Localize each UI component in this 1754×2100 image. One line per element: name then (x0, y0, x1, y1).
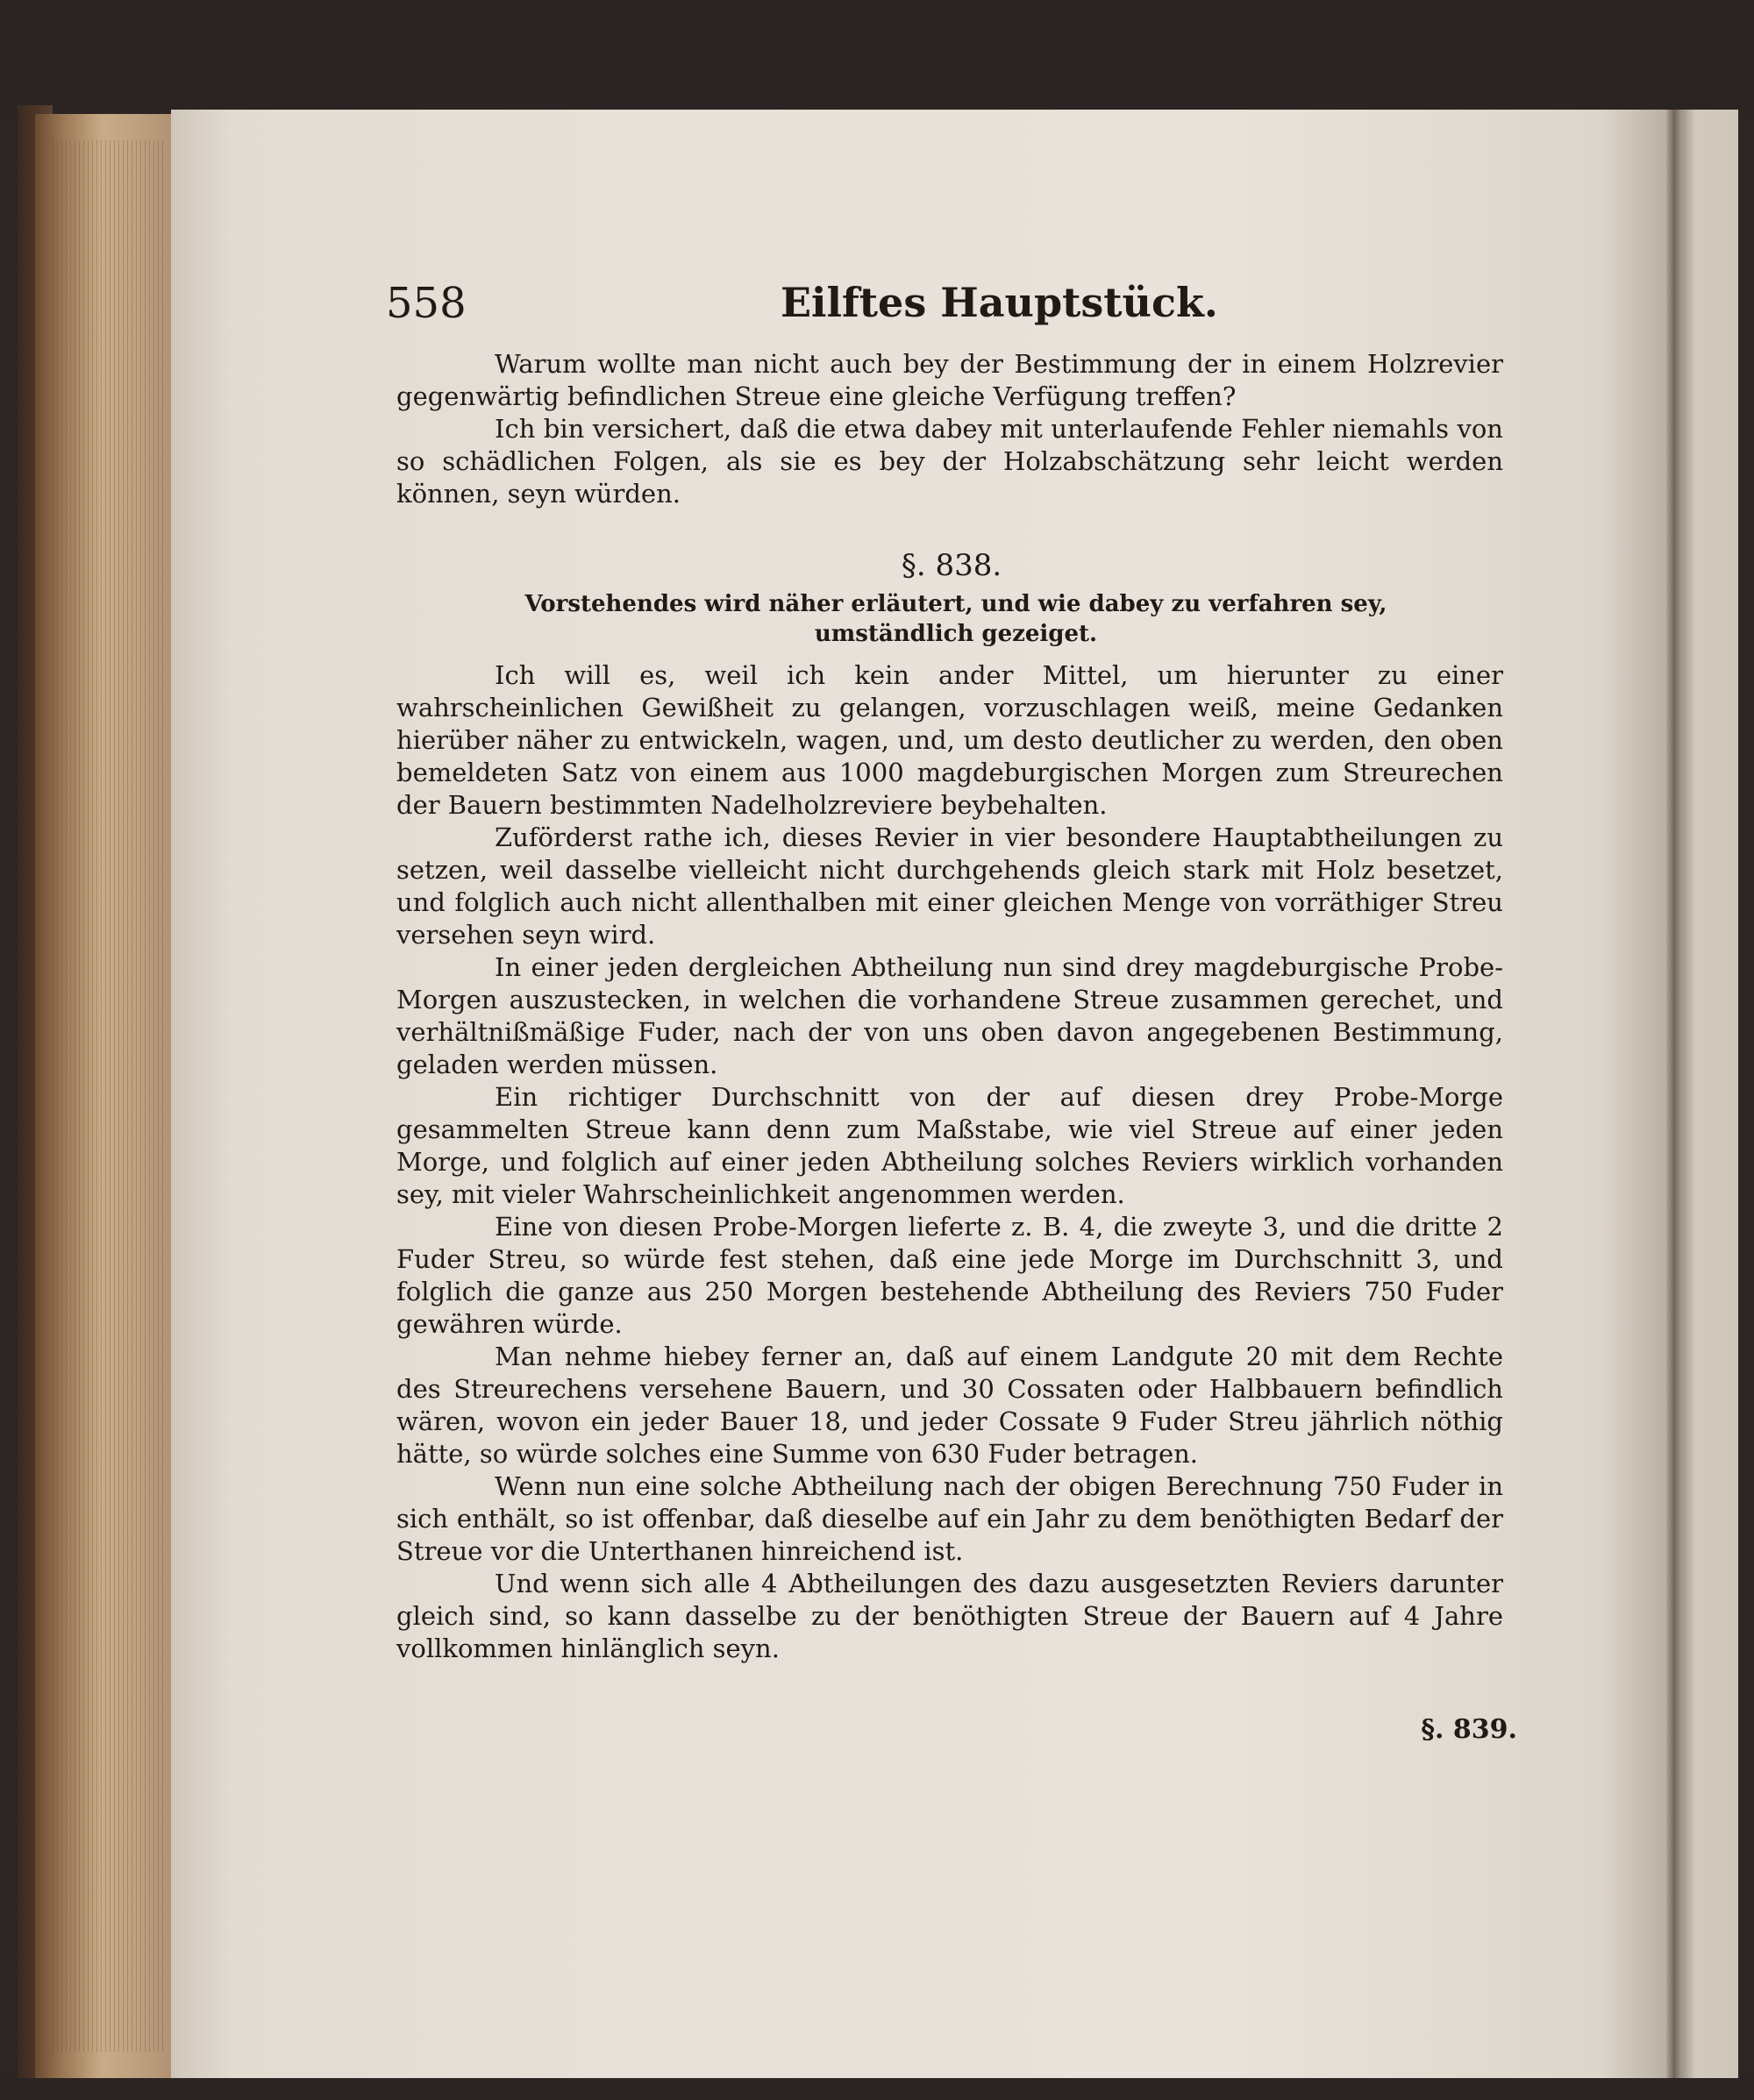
section-paragraph: Und wenn sich alle 4 Abtheilungen des dazu ausgesetzten Reviers darunter gleich sind, so kann dasselbe zu der benöthigten Streue der Bauern auf 4 Jahre vollkommen hinlänglich seyn. (396, 1569, 1503, 1663)
section-title: Vorstehendes wird näher erläutert, und wie dabey zu verfahren sey, umständlich gezeiget. (524, 591, 1387, 647)
section-number: §. 838. (901, 548, 1002, 583)
section-text (396, 659, 1503, 1665)
book-gutter (1666, 110, 1682, 2082)
section-paragraph: Eine von diesen Probe-Morgen lieferte z. B. 4, die zweyte 3, und die dritte 2 Fuder Streu, so würde fest stehen, daß eine jede Morge im Durchschnitt 3, und folglich die ganze aus 250 Morgen bestehende Abtheilung des Reviers 750 Fuder gewähren würde. (396, 1212, 1503, 1339)
intro-text (396, 348, 1503, 510)
section-paragraph: Wenn nun eine solche Abtheilung nach der obigen Berechnung 750 Fuder in sich enthält, so ist offenbar, daß dieselbe auf ein Jahr zu dem benöthigten Bedarf der Streue vor die Unterthanen hinreichend ist. (396, 1471, 1503, 1566)
running-head: Eilftes Hauptstück. (781, 279, 1218, 326)
facing-page-edge (1677, 110, 1738, 2082)
background-bottom (0, 2078, 1754, 2100)
section-paragraph: Ich will es, weil ich kein ander Mittel, um hierunter zu einer wahrscheinlichen Gewißheit zu gelangen, vorzuschlagen weiß, meine Gedanken hierüber näher zu entwickeln, wagen, und, um desto deutlicher zu werden, den oben bemeldeten Satz von einem aus 1000 magdeburgischen Morgen zum Streurechen der Bauern bestimmten Nadelholzreviere beybehalten. (396, 660, 1503, 820)
page-header (386, 279, 1526, 340)
page-number: 558 (386, 279, 467, 328)
section-paragraph: Man nehme hiebey ferner an, daß auf einem Landgute 20 mit dem Rechte des Streurechens versehene Bauern, und 30 Cossaten oder Halbbauern befindlich wären, wovon ein jeder Bauer 18, und jeder Cossate 9 Fuder Streu jährlich nöthig hätte, so würde solches eine Summe von 630 Fuder betragen. (396, 1342, 1503, 1469)
intro-paragraph: Ich bin versichert, daß die etwa dabey mit unterlaufende Fehler niemahls von so schädlichen Folgen, als sie es bey der Holzabschätzung sehr leicht werden können, seyn würden. (396, 414, 1503, 509)
section-paragraph: In einer jeden dergleichen Abtheilung nun sind drey magdeburgische Probe-Morgen auszustecken, in welchen die vorhandene Streue zusammen gerechet, und verhältnißmäßige Fuder, nach der von uns oben davon angegebenen Bestimmung, geladen werden müssen. (396, 952, 1503, 1079)
background-top (0, 0, 1754, 114)
section-paragraph: Ein richtiger Durchschnitt von der auf diesen drey Probe-Morge gesammelten Streue kann denn zum Maßstabe, wie viel Streue auf einer jeden Morge, und folglich auf einer jeden Abtheilung solches Reviers wirklich vorhanden sey, mit vieler Wahrscheinlichkeit angenommen werden. (396, 1082, 1503, 1209)
intro-paragraph: Warum wollte man nicht auch bey der Bestimmung der in einem Holzrevier gegenwärtig befindlichen Streue eine gleiche Verfügung treffen? (396, 349, 1503, 411)
page-block-lines (53, 140, 167, 2052)
catchword: §. 839. (1421, 1714, 1517, 1745)
section-paragraph: Zuförderst rathe ich, dieses Revier in vier besondere Hauptabtheilungen zu setzen, weil dasselbe vielleicht nicht durchgehends gleich stark mit Holz besetzet, und folglich auch nicht allenthalben mit einer gleichen Menge von vorräthiger Streu versehen seyn wird. (396, 822, 1503, 950)
